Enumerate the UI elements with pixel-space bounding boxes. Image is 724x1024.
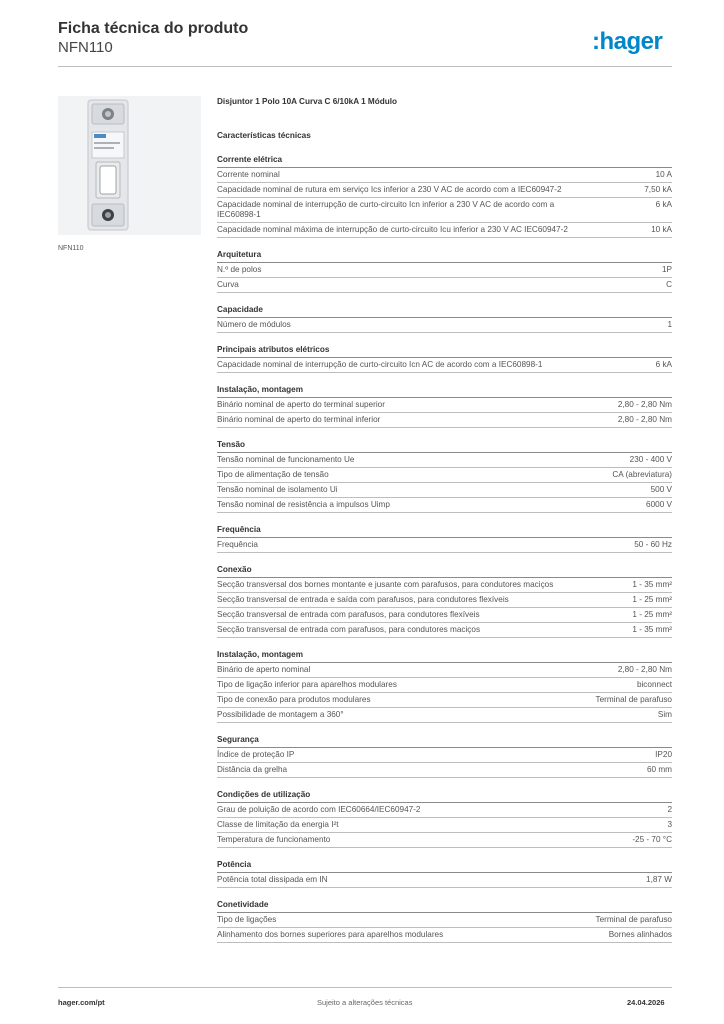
footer-website: hager.com/pt [58, 998, 105, 1007]
spec-label: Corrente nominal [217, 170, 280, 179]
spec-row [217, 873, 672, 888]
spec-label: Tipo de ligações [217, 915, 277, 924]
spec-label: Capacidade nominal de interrupção de curto-circuito Icn AC de acordo com a IEC60898-1 [217, 360, 543, 369]
spec-label: Tensão nominal de funcionamento Ue [217, 455, 355, 464]
section-title: Corrente elétrica [217, 154, 672, 168]
header-divider [58, 66, 672, 67]
section-title: Condições de utilização [217, 789, 672, 803]
spec-label: Secção transversal de entrada com parafusos, para condutores maciços [217, 625, 481, 634]
hager-logo: :hager [592, 28, 663, 55]
spec-label: Binário de aperto nominal [217, 665, 311, 674]
spec-label: Capacidade nominal máxima de interrupção de curto-circuito Icu inferior a 230 V AC IEC60947-2 [217, 225, 568, 234]
section-title: Capacidade [217, 304, 672, 318]
spec-label: Tipo de alimentação de tensão [217, 470, 329, 479]
spec-row [217, 263, 672, 278]
spec-sections [217, 154, 672, 943]
spec-row [217, 608, 672, 623]
spec-value: Bornes alinhados [608, 930, 672, 939]
spec-row [217, 358, 672, 373]
spec-row [217, 198, 672, 223]
spec-row [217, 623, 672, 638]
spec-value: IP20 [655, 750, 672, 759]
spec-label: Índice de proteção IP [217, 750, 295, 759]
spec-row [217, 318, 672, 333]
spec-content [217, 96, 672, 943]
image-caption: NFN110 [58, 245, 84, 252]
spec-row [217, 913, 672, 928]
spec-value: 2,80 - 2,80 Nm [617, 400, 672, 409]
characteristics-heading: Características técnicas [217, 131, 311, 140]
spec-label: Número de módulos [217, 320, 291, 329]
section-title: Tensão [217, 439, 672, 453]
spec-section [217, 649, 672, 723]
spec-row [217, 468, 672, 483]
spec-value: 2,80 - 2,80 Nm [617, 665, 672, 674]
spec-label: Secção transversal de entrada com parafusos, para condutores flexíveis [217, 610, 480, 619]
spec-row [217, 498, 672, 513]
spec-row [217, 168, 672, 183]
section-title: Instalação, montagem [217, 649, 672, 663]
spec-value: 7,50 kA [644, 185, 672, 194]
section-title: Principais atributos elétricos [217, 344, 672, 358]
spec-value: 50 - 60 Hz [634, 540, 672, 549]
footer-date: 24.04.2026 [627, 998, 665, 1007]
product-code: NFN110 [58, 39, 113, 56]
spec-label: Distância da grelha [217, 765, 288, 774]
spec-label: Binário nominal de aperto do terminal superior [217, 400, 385, 409]
spec-label: Secção transversal de entrada e saída com parafusos, para condutores flexíveis [217, 595, 509, 604]
spec-row [217, 693, 672, 708]
spec-label: Temperatura de funcionamento [217, 835, 331, 844]
spec-value: 1 [667, 320, 672, 329]
spec-label: N.º de polos [217, 265, 262, 274]
spec-row [217, 223, 672, 238]
section-title: Instalação, montagem [217, 384, 672, 398]
footer-divider [58, 987, 672, 988]
spec-section [217, 439, 672, 513]
spec-value: 1P [661, 265, 672, 274]
spec-row [217, 483, 672, 498]
circuit-breaker-image [58, 96, 201, 235]
spec-row [217, 593, 672, 608]
spec-value: biconnect [636, 680, 672, 689]
spec-label: Alinhamento dos bornes superiores para aparelhos modulares [217, 930, 444, 939]
spec-section [217, 524, 672, 553]
footer-notice: Sujeito a alterações técnicas [317, 998, 413, 1007]
spec-row [217, 183, 672, 198]
spec-label: Tipo de ligação inferior para aparelhos modulares [217, 680, 397, 689]
spec-row [217, 763, 672, 778]
spec-value: 6 kA [655, 200, 672, 209]
spec-section [217, 789, 672, 848]
spec-value: 230 - 400 V [629, 455, 672, 464]
product-title: Disjuntor 1 Polo 10A Curva C 6/10kA 1 Módulo [217, 97, 398, 106]
section-title: Segurança [217, 734, 672, 748]
spec-value: -25 - 70 °C [632, 835, 672, 844]
section-title: Arquitetura [217, 249, 672, 263]
spec-value: 1 - 35 mm² [632, 625, 672, 634]
spec-value: 1 - 25 mm² [632, 595, 672, 604]
spec-value: 2 [667, 805, 672, 814]
spec-section [217, 734, 672, 778]
spec-row [217, 818, 672, 833]
spec-row [217, 278, 672, 293]
product-image [58, 96, 201, 235]
spec-value: Terminal de parafuso [595, 695, 672, 704]
spec-label: Capacidade nominal de rutura em serviço Ics inferior a 230 V AC de acordo com a IEC60947-2 [217, 185, 562, 194]
section-title: Conetividade [217, 899, 672, 913]
spec-section [217, 384, 672, 428]
spec-label: Curva [217, 280, 239, 289]
spec-label: Tensão nominal de isolamento Ui [217, 485, 338, 494]
spec-value: Terminal de parafuso [595, 915, 672, 924]
spec-label: Tipo de conexão para produtos modulares [217, 695, 371, 704]
spec-row [217, 748, 672, 763]
spec-label: Secção transversal dos bornes montante e jusante com parafusos, para condutores maciços [217, 580, 554, 589]
spec-value: 500 V [650, 485, 672, 494]
spec-row [217, 413, 672, 428]
spec-value: 1,87 W [646, 875, 672, 884]
spec-label: Frequência [217, 540, 258, 549]
page-title: Ficha técnica do produto [58, 20, 249, 37]
spec-row [217, 833, 672, 848]
spec-label: Capacidade nominal de interrupção de curto-circuito Icn inferior a 230 V AC de acordo com a IEC60898-1 [217, 200, 555, 219]
spec-label: Possibilidade de montagem a 360° [217, 710, 344, 719]
spec-section [217, 304, 672, 333]
spec-value: Sim [657, 710, 672, 719]
spec-value: CA (abreviatura) [612, 470, 672, 479]
spec-row [217, 398, 672, 413]
spec-value: 1 - 35 mm² [632, 580, 672, 589]
spec-label: Classe de limitação da energia I²t [217, 820, 339, 829]
spec-label: Grau de poluição de acordo com IEC60664/IEC60947-2 [217, 805, 421, 814]
spec-value: 60 mm [646, 765, 672, 774]
spec-row [217, 578, 672, 593]
spec-row [217, 453, 672, 468]
spec-label: Tensão nominal de resistência a impulsos Uimp [217, 500, 390, 509]
spec-row [217, 803, 672, 818]
spec-label: Potência total dissipada em IN [217, 875, 328, 884]
section-title: Potência [217, 859, 672, 873]
section-title: Conexão [217, 564, 672, 578]
spec-row [217, 538, 672, 553]
spec-row [217, 928, 672, 943]
spec-value: 2,80 - 2,80 Nm [617, 415, 672, 424]
spec-section [217, 249, 672, 293]
spec-row [217, 708, 672, 723]
spec-value: C [666, 280, 672, 289]
spec-row [217, 663, 672, 678]
spec-value: 10 A [655, 170, 672, 179]
spec-section [217, 564, 672, 638]
spec-section [217, 154, 672, 238]
spec-value: 6000 V [646, 500, 672, 509]
spec-value: 1 - 25 mm² [632, 610, 672, 619]
spec-section [217, 859, 672, 888]
spec-value: 10 kA [651, 225, 672, 234]
spec-value: 3 [667, 820, 672, 829]
spec-section [217, 899, 672, 943]
spec-label: Binário nominal de aperto do terminal inferior [217, 415, 381, 424]
spec-section [217, 344, 672, 373]
section-title: Frequência [217, 524, 672, 538]
spec-value: 6 kA [655, 360, 672, 369]
spec-row [217, 678, 672, 693]
